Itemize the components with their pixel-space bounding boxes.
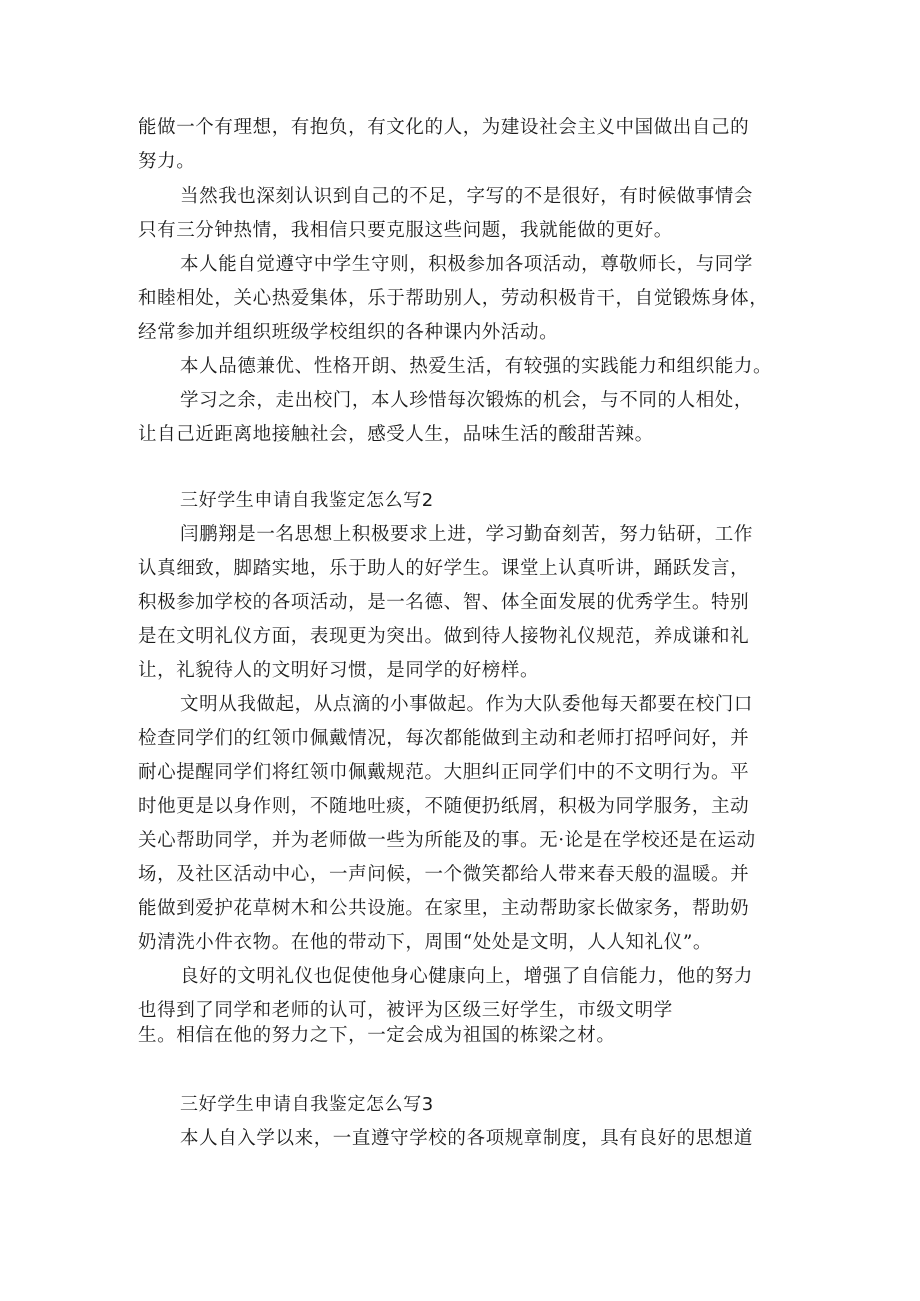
paragraph-line: 让，礼貌待人的文明好习惯，是同学的好榜样。 [138,660,540,681]
section-heading: 三好学生申请自我鉴定怎么写2 [180,490,434,511]
paragraph-line: 奶清洗小件衣物。在他的带动下，周围“处处是文明，人人知礼仪”。 [138,932,713,953]
paragraph-line: 良好的文明礼仪也促使他身心健康向上，增强了自信能力，他的努力 [180,966,754,987]
paragraph-line: 能做到爱护花草树木和公共设施。在家里，主动帮助家长做家务，帮助奶 [138,898,750,919]
paragraph-line: 积极参加学校的各项活动，是一名德、智、体全面发展的优秀学生。特别 [138,592,750,613]
paragraph-line: 本人自入学以来，一直遵守学校的各项规章制度，具有良好的思想道 [180,1128,754,1149]
paragraph-line: 和睦相处，关心热爱集体，乐于帮助别人，劳动积极肯干，自觉锻炼身体， [138,288,769,309]
paragraph-line: 闫鹏翔是一名思想上积极要求上进，学习勤奋刻苦，努力钻研，工作 [180,524,754,545]
paragraph-line: 关心帮助同学，并为老师做一些为所能及的事。无·论是在学校还是在运动 [138,830,756,851]
paragraph-line: 努力。 [138,151,196,172]
paragraph-line: 生。相信在他的努力之下，一定会成为祖国的栋梁之材。 [138,1025,616,1046]
paragraph-line: 认真细致，脚踏实地，乐于助人的好学生。课堂上认真听讲，踊跃发言， [138,558,750,579]
section-heading: 三好学生申请自我鉴定怎么写3 [180,1094,434,1115]
paragraph-line: 学习之余，走出校门，本人珍惜每次锻炼的机会，与不同的人相处， [180,390,754,411]
paragraph-line: 经常参加并组织班级学校组织的各种课内外活动。 [138,322,559,343]
paragraph-line: 当然我也深刻认识到自己的不足，字写的不是很好，有时候做事情会 [180,186,754,207]
paragraph-line: 是在文明礼仪方面，表现更为突出。做到待人接物礼仪规范，养成谦和礼 [138,626,750,647]
paragraph-line: 让自己近距离地接触社会，感受人生，品味生活的酸甜苦辣。 [138,424,654,445]
paragraph-line: 本人品德兼优、性格开朗、热爱生活，有较强的实践能力和组织能力。 [180,356,773,377]
paragraph-line: 检查同学们的红领巾佩戴情况，每次都能做到主动和老师打招呼问好，并 [138,728,750,749]
paragraph-line: 文明从我做起，从点滴的小事做起。作为大队委他每天都要在校门口 [180,694,754,715]
paragraph-line: 只有三分钟热情，我相信只要克服这些问题，我就能做的更好。 [138,220,673,241]
paragraph-line: 耐心提醒同学们将红领巾佩戴规范。大胆纠正同学们中的不文明行为。平 [138,762,750,783]
paragraph-line: 时他更是以身作则，不随地吐痰，不随便扔纸屑，积极为同学服务，主动 [138,796,750,817]
paragraph-line: 能做一个有理想，有抱负，有文化的人，为建设社会主义中国做出自己的 [138,117,750,138]
paragraph-line: 场，及社区活动中心，一声问候，一个微笑都给人带来春天般的温暖。并 [138,864,750,885]
paragraph-line: 本人能自觉遵守中学生守则，积极参加各项活动，尊敬师长，与同学 [180,254,754,275]
paragraph-line: 也得到了同学和老师的认可，被评为区级三好学生，市级文明学 [138,1000,673,1021]
